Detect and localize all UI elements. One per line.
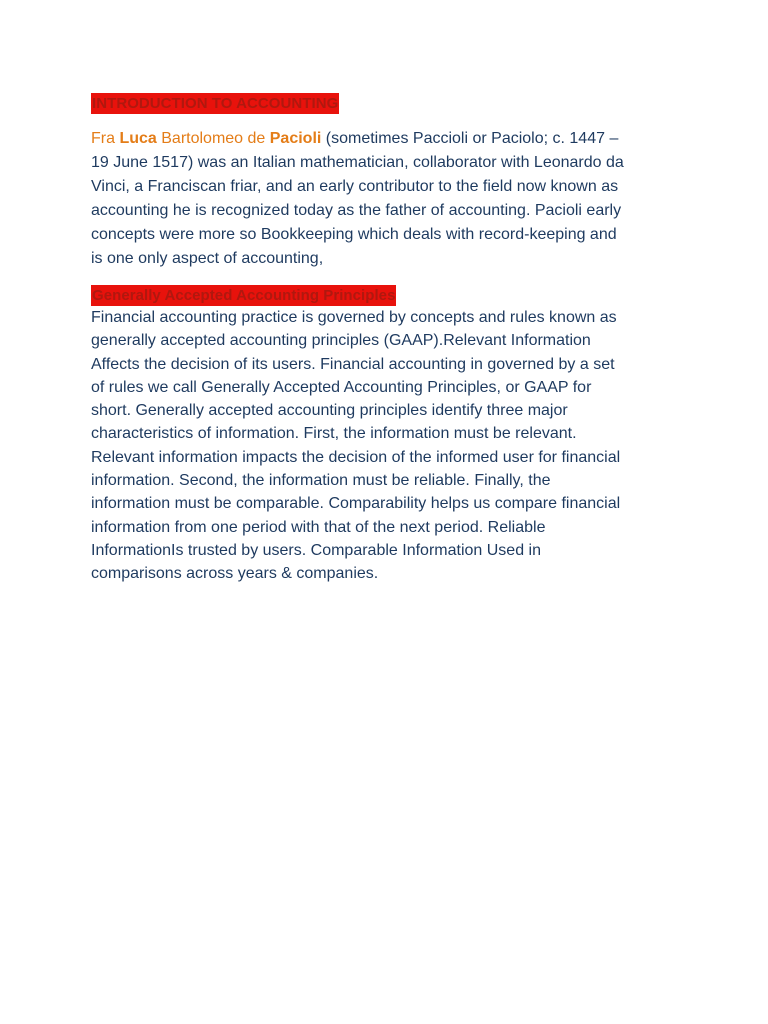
gaap-line: short. Generally accepted accounting principles identify three major [91,402,568,420]
gaap-line: Affects the decision of its users. Financial accounting in governed by a set [91,355,615,373]
gaap-line: of rules we call Generally Accepted Accounting Principles, or GAAP for [91,378,592,396]
name-pacioli: Pacioli [269,130,322,147]
intro-line: 19 June 1517) was an Italian mathematician, collaborator with Leonardo da [91,154,624,171]
gaap-line: InformationIs trusted by users. Comparable Information Used in [91,541,541,559]
gaap-line: Relevant information impacts the decision of the informed user for financial [91,448,621,466]
intro-line: concepts were more so Bookkeeping which deals with record-keeping and [91,226,617,243]
gaap-line: information from one period with that of the next period. Reliable [91,518,546,536]
gaap-line: comparisons across years & companies. [91,565,379,583]
gaap-line: characteristics of information. First, the information must be relevant. [91,425,577,443]
name-fra: Fra [91,130,120,147]
intro-line: accounting he is recognized today as the father of accounting. Pacioli early [91,202,622,219]
gaap-paragraph [91,306,691,586]
intro-paragraph [91,127,691,271]
intro-line: is one only aspect of accounting, [91,250,324,267]
gaap-line: information must be comparable. Comparability helps us compare financial [91,495,621,513]
intro-line: Vinci, a Franciscan friar, and an early contributor to the field now known as [91,178,619,195]
name-bartolomeo: Bartolomeo de [156,130,270,147]
gaap-line: information. Second, the information must be reliable. Finally, the [91,472,551,490]
name-luca: Luca [119,130,157,147]
document-body [91,93,691,586]
gaap-line: Financial accounting practice is governed by concepts and rules known as [91,309,617,326]
heading-introduction: INTRODUCTION TO ACCOUNTING [92,95,339,112]
heading-gaap: Generally Accepted Accounting Principles [92,287,396,304]
gaap-line: generally accepted accounting principles (GAAP).Relevant Information [91,332,591,350]
intro-line-1-rest: (sometimes Paccioli or Paciolo; c. 1447 – [321,130,619,147]
intro-line-1 [91,127,691,151]
